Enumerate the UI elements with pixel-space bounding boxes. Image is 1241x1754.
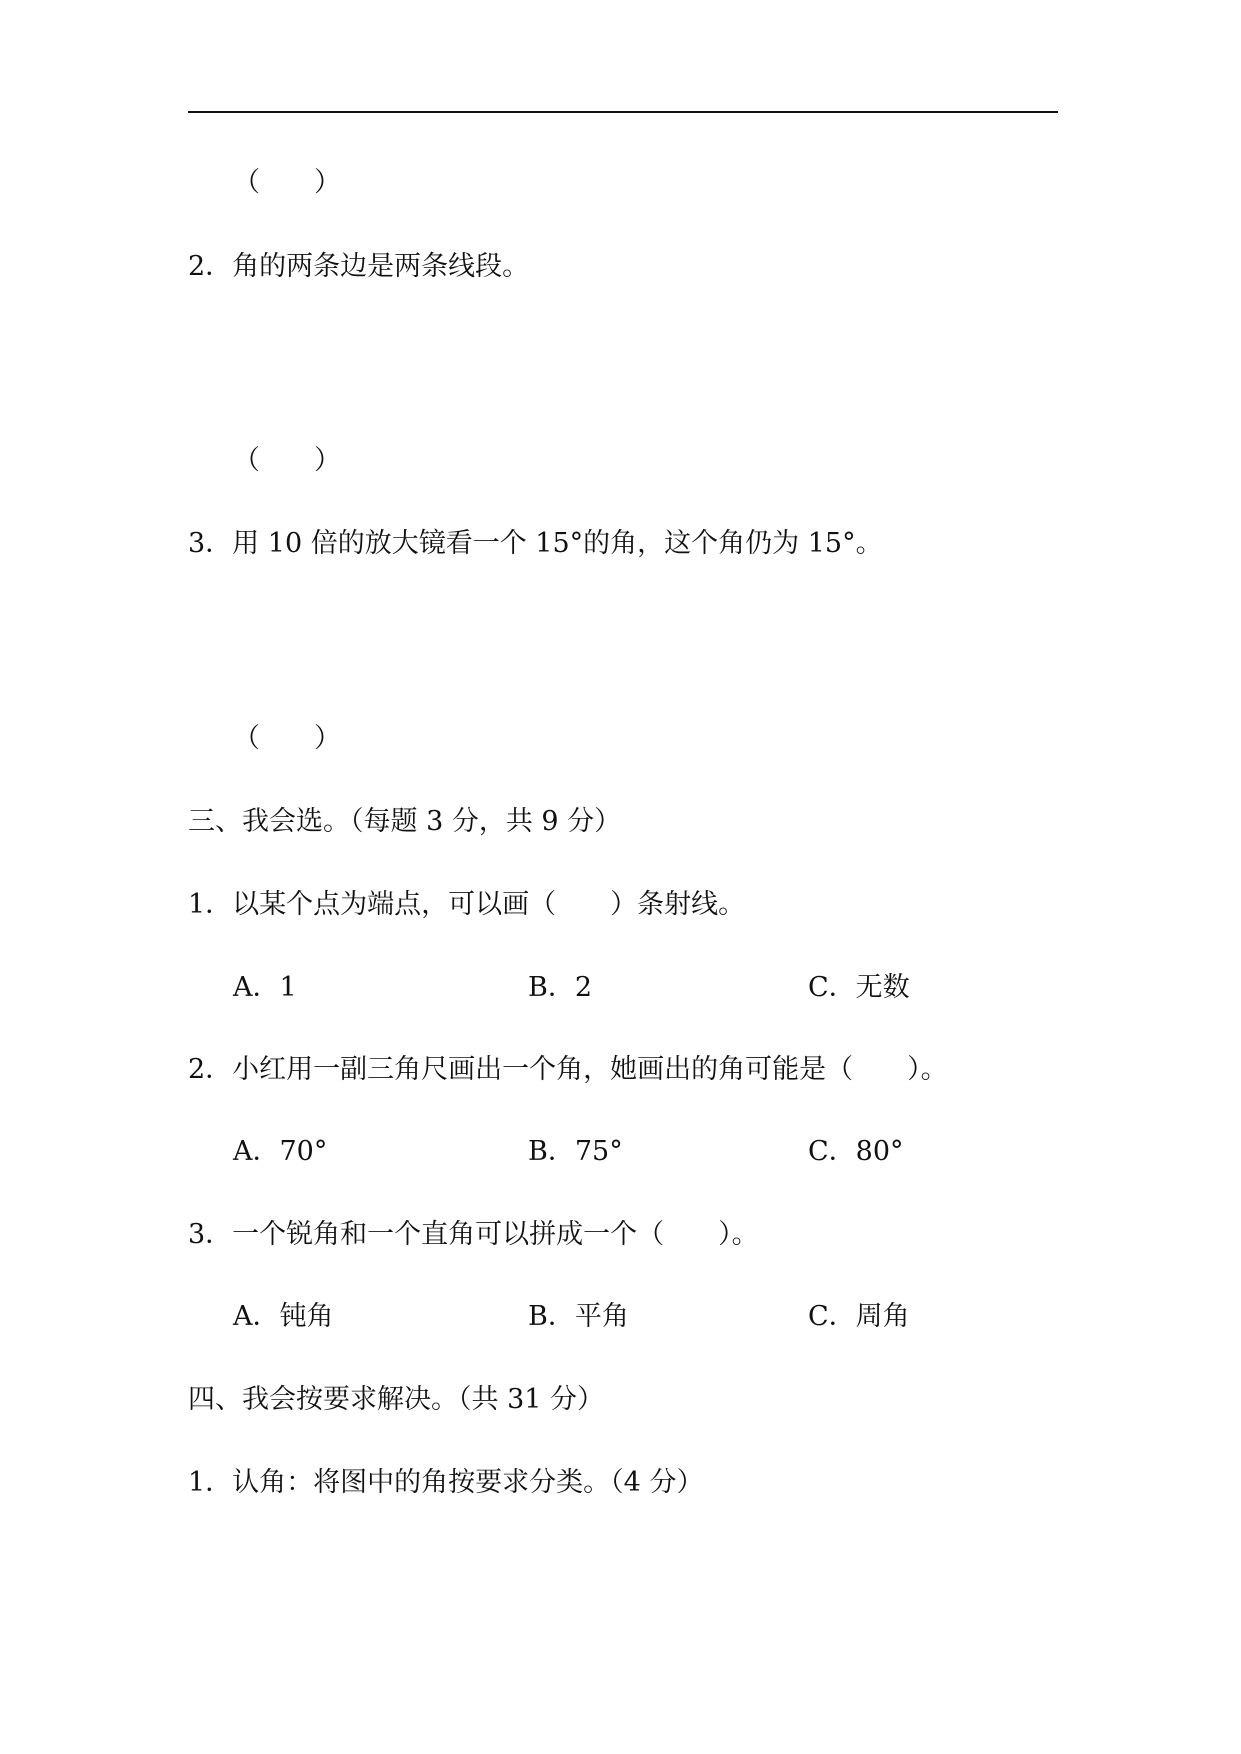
choice-question-3: 3．一个锐角和一个直角可以拼成一个（ ）。: [188, 1219, 759, 1250]
option-b[interactable]: B．平角: [528, 1301, 629, 1332]
option-a[interactable]: A．1: [233, 972, 297, 1003]
question-2: 2．角的两条边是两条线段。: [188, 251, 530, 282]
option-a[interactable]: A．70°: [233, 1136, 328, 1167]
choice-question-1: 1．以某个点为端点，可以画（ ）条射线。: [188, 889, 746, 920]
option-c[interactable]: C．周角: [808, 1301, 910, 1332]
answer-blank[interactable]: （ ）: [233, 723, 341, 754]
answer-blank[interactable]: （ ）: [233, 445, 341, 476]
option-b[interactable]: B．2: [528, 972, 593, 1003]
option-a[interactable]: A．钝角: [233, 1301, 334, 1332]
option-c[interactable]: C．无数: [808, 972, 910, 1003]
option-c[interactable]: C．80°: [808, 1136, 904, 1167]
header-rule: [188, 111, 1058, 113]
section-3-heading: 三、我会选。（每题 3 分，共 9 分）: [188, 806, 622, 837]
answer-blank[interactable]: （ ）: [233, 167, 341, 198]
problem-1: 1．认角：将图中的角按要求分类。（4 分）: [188, 1467, 704, 1498]
question-3: 3．用 10 倍的放大镜看一个 15°的角，这个角仍为 15°。: [188, 528, 883, 559]
option-b[interactable]: B．75°: [528, 1136, 623, 1167]
section-4-heading: 四、我会按要求解决。（共 31 分）: [188, 1384, 605, 1415]
choice-question-2: 2．小红用一副三角尺画出一个角，她画出的角可能是（ ）。: [188, 1054, 948, 1085]
